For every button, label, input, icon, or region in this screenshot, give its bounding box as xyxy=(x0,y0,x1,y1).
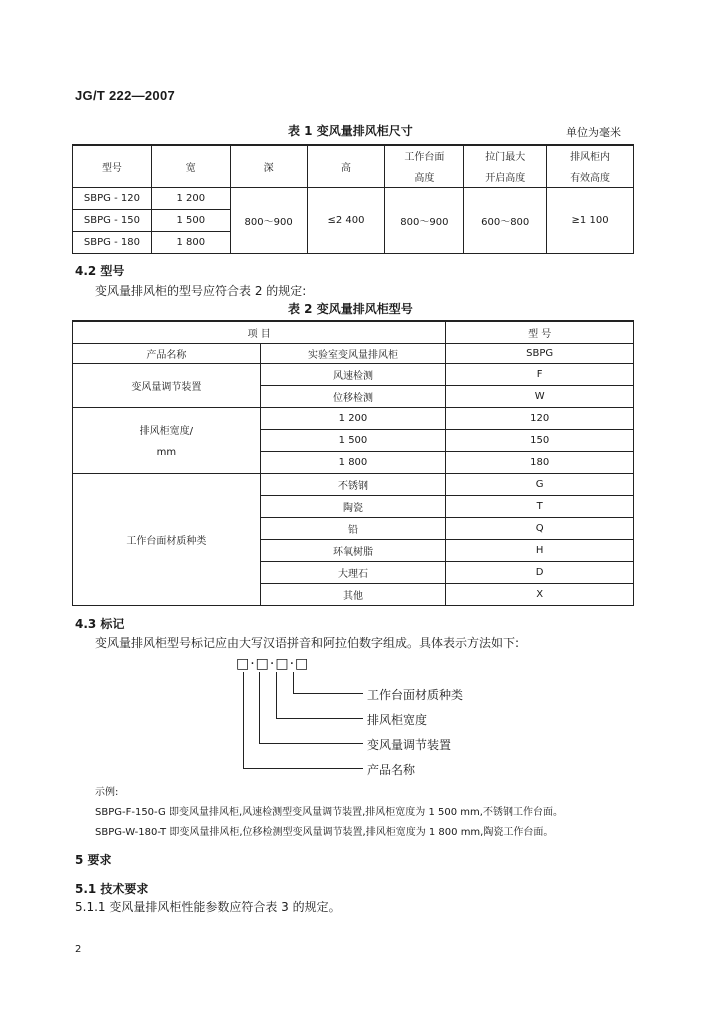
t1-head-width: 宽 xyxy=(151,145,230,187)
t1-head-inner-line2: 有效高度 xyxy=(570,173,611,185)
t2-width-value: 1 500 xyxy=(260,429,446,451)
table1 xyxy=(72,144,634,254)
t2-product-label: 产品名称 xyxy=(73,343,261,363)
t2-regulator-code: W xyxy=(446,385,634,407)
section-4-3-intro: 变风量排风柜型号标记应由大写汉语拼音和阿拉伯数字组成。具体表示方法如下: xyxy=(95,636,520,650)
t1-head-depth: 深 xyxy=(230,145,307,187)
t1-head-model: 型号 xyxy=(73,145,152,187)
section-4-2-intro: 变风量排风柜的型号应符合表 2 的规定: xyxy=(95,284,307,298)
marking-label-width: 排风柜宽度 xyxy=(367,713,428,727)
t1-depth: 800～900 xyxy=(230,187,307,253)
section-4-2-title: 4.2 型号 xyxy=(75,264,125,278)
t2-width-label-line2: mm xyxy=(156,447,177,459)
t2-material-value: 陶瓷 xyxy=(260,495,446,517)
t1-head-sash-line1: 拉门最大 xyxy=(485,152,526,164)
section-5-1-title: 5.1 技术要求 xyxy=(75,882,149,896)
t2-width-code: 150 xyxy=(446,429,634,451)
t2-material-code: Q xyxy=(446,517,634,539)
t2-material-value: 大理石 xyxy=(260,561,446,583)
t1-row-width: 1 500 xyxy=(151,209,230,231)
t2-material-code: T xyxy=(446,495,634,517)
t2-width-code: 120 xyxy=(446,407,634,429)
t1-head-sash xyxy=(464,145,547,187)
t2-product-code: SBPG xyxy=(446,343,634,363)
example-line-2: SBPG-W-180-T 即变风量排风柜,位移检测型变风量调节装置,排风柜宽度为 1 800 mm,陶瓷工作台面。 xyxy=(95,827,554,838)
page-number: 2 xyxy=(75,944,82,955)
section-5-title: 5 要求 xyxy=(75,853,112,867)
t2-width-label xyxy=(73,407,261,473)
table1-caption: 表 1 变风量排风柜尺寸 xyxy=(288,124,413,138)
t1-head-worktop-line1: 工作台面 xyxy=(404,152,445,164)
marking-boxes: □·□·□·□ xyxy=(236,656,310,672)
t1-sash: 600～800 xyxy=(464,187,547,253)
t2-material-value: 环氧树脂 xyxy=(260,539,446,561)
section-4-3-title: 4.3 标记 xyxy=(75,617,125,631)
table1-unit: 单位为毫米 xyxy=(566,126,621,139)
t1-head-worktop xyxy=(385,145,464,187)
t2-head-item: 项 目 xyxy=(73,321,446,343)
t1-worktop: 800～900 xyxy=(385,187,464,253)
t1-head-worktop-line2: 高度 xyxy=(414,173,435,185)
t2-width-value: 1 800 xyxy=(260,451,446,473)
marking-label-product: 产品名称 xyxy=(367,763,416,777)
t2-regulator-label: 变风量调节装置 xyxy=(73,363,261,407)
t2-material-code: X xyxy=(446,583,634,605)
t1-row-model: SBPG - 150 xyxy=(73,209,152,231)
table2 xyxy=(72,320,634,606)
example-title: 示例: xyxy=(95,787,119,798)
t2-material-code: H xyxy=(446,539,634,561)
t2-width-code: 180 xyxy=(446,451,634,473)
t1-head-inner-line1: 排风柜内 xyxy=(570,152,611,164)
t2-material-value: 不锈钢 xyxy=(260,473,446,495)
t2-head-model: 型 号 xyxy=(446,321,634,343)
t1-head-height: 高 xyxy=(307,145,385,187)
t1-head-sash-line2: 开启高度 xyxy=(485,173,526,185)
marking-label-material: 工作台面材质种类 xyxy=(367,688,464,702)
t2-width-value: 1 200 xyxy=(260,407,446,429)
t2-material-code: G xyxy=(446,473,634,495)
t2-material-label: 工作台面材质种类 xyxy=(73,473,261,605)
t1-height: ≤2 400 xyxy=(307,187,385,253)
t2-regulator-value: 位移检测 xyxy=(260,385,446,407)
t1-head-inner xyxy=(547,145,634,187)
t1-inner: ≥1 100 xyxy=(547,187,634,253)
standard-code: JG/T 222—2007 xyxy=(75,88,176,103)
t1-row-width: 1 200 xyxy=(151,187,230,209)
section-5-1-1: 5.1.1 变风量排风柜性能参数应符合表 3 的规定。 xyxy=(75,900,341,914)
t1-row-width: 1 800 xyxy=(151,231,230,253)
t2-material-value: 其他 xyxy=(260,583,446,605)
t2-regulator-value: 风速检测 xyxy=(260,363,446,385)
t2-width-label-line1: 排风柜宽度/ xyxy=(139,426,194,438)
t2-material-code: D xyxy=(446,561,634,583)
t1-row-model: SBPG - 180 xyxy=(73,231,152,253)
t2-regulator-code: F xyxy=(446,363,634,385)
t2-material-value: 铅 xyxy=(260,517,446,539)
t1-row-model: SBPG - 120 xyxy=(73,187,152,209)
t2-product-value: 实验室变风量排风柜 xyxy=(260,343,446,363)
example-line-1: SBPG-F-150-G 即变风量排风柜,风速检测型变风量调节装置,排风柜宽度为 1 500 mm,不锈钢工作台面。 xyxy=(95,807,563,818)
table2-caption: 表 2 变风量排风柜型号 xyxy=(288,302,413,316)
marking-label-regulator: 变风量调节装置 xyxy=(367,738,452,752)
